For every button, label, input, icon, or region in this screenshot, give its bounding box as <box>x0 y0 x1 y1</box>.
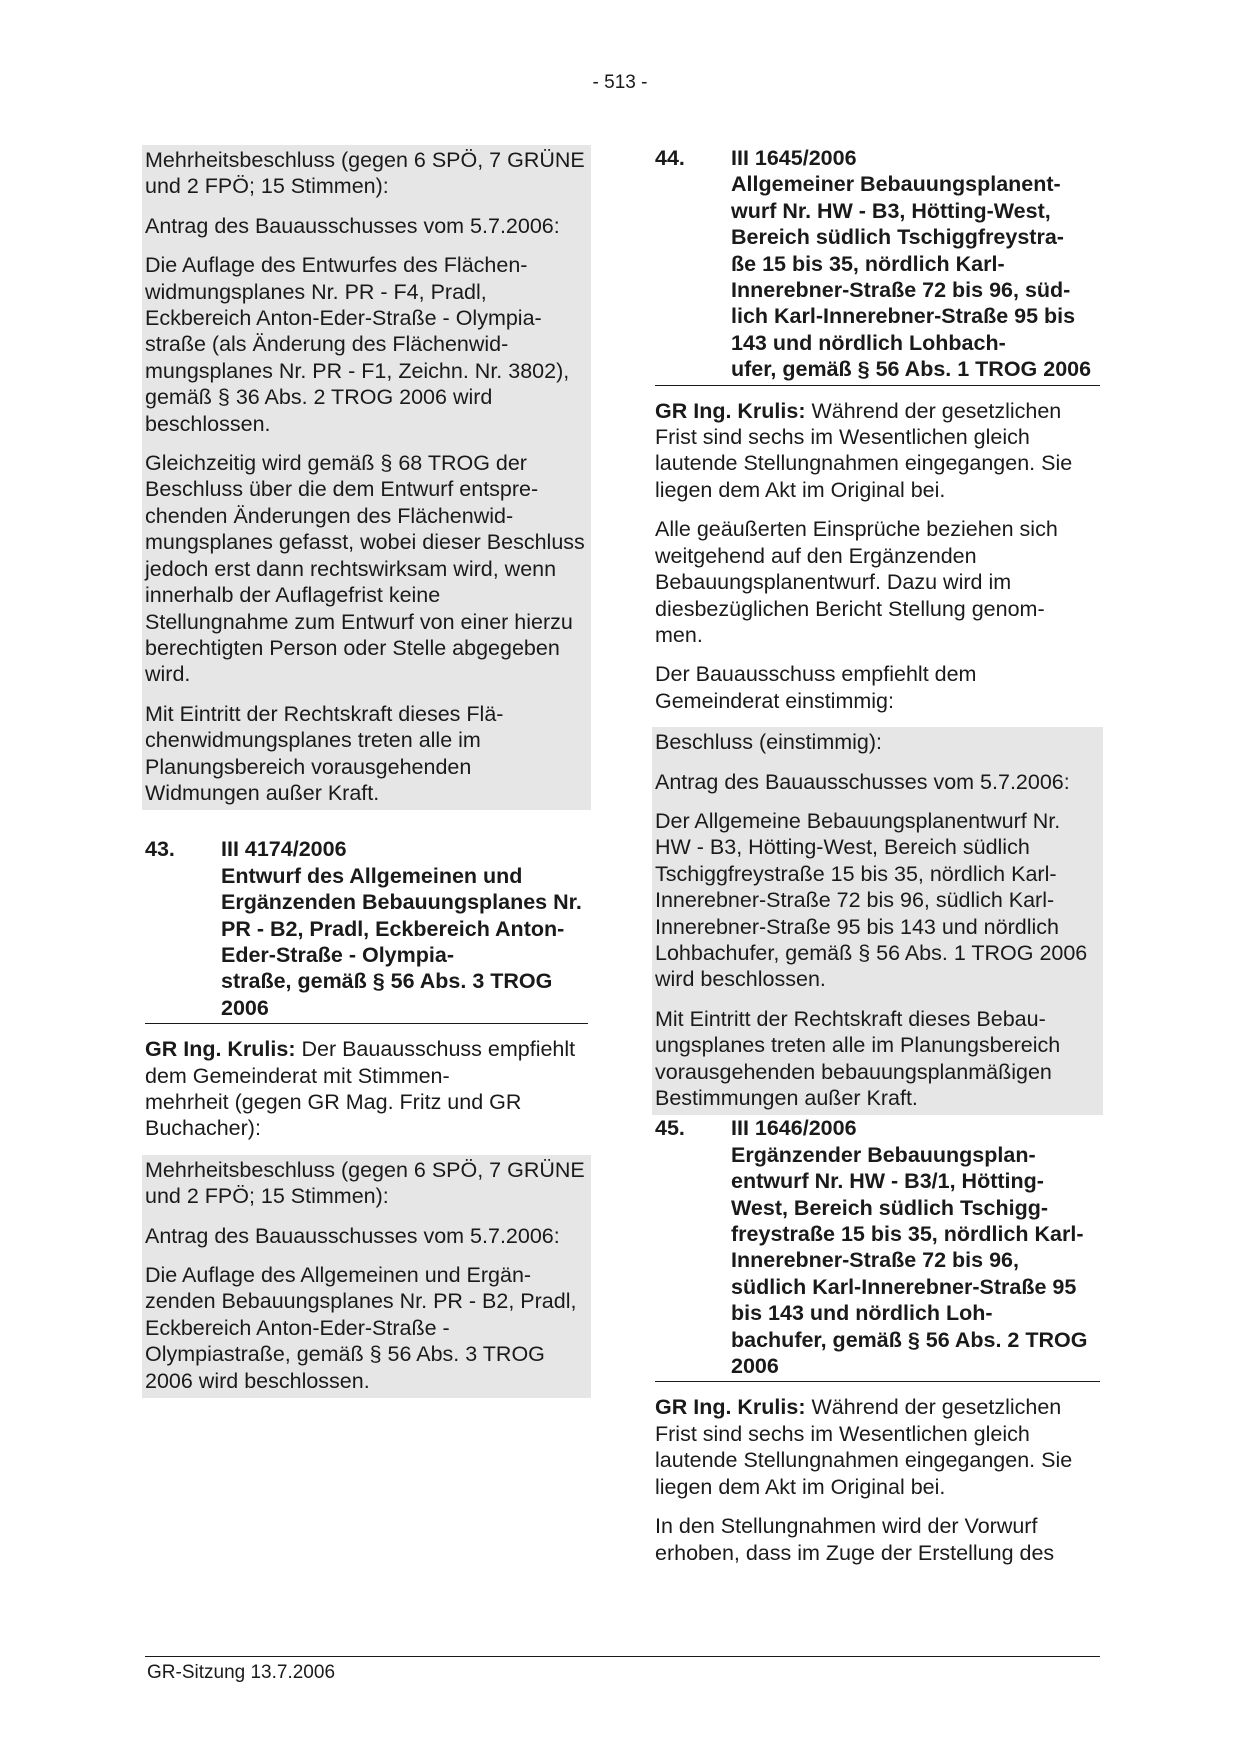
vote-result: Beschluss (einstimmig): <box>655 730 882 755</box>
decision-block-44 <box>652 727 1103 1115</box>
item-reference: III 1645/2006 <box>731 146 857 170</box>
speaker-paragraph <box>655 398 1100 504</box>
speaker-paragraph <box>655 1394 1100 1500</box>
left-column <box>145 145 588 1398</box>
item-reference: III 4174/2006 <box>221 837 347 862</box>
agenda-item-45 <box>655 1115 1100 1382</box>
item-title: Allgemeiner Bebauungsplanent- wurf Nr. HW - B3, Hötting-West, Bereich südlich Tschiggfreystra- ße 15 bis 35, nördlich Karl- Innerebner-Straße 72 bis 96, süd- lich Karl-Innerebner-Straße 95 bis 143 und nördlich Lohbach- ufer, gemäß § 56 Abs. 1 TROG 2006 <box>731 172 1092 382</box>
body-paragraph: In den Stellungnahmen wird der Vorwurf erhoben, dass im Zuge der Erstellung des <box>655 1514 1055 1565</box>
motion-text: Gleichzeitig wird gemäß § 68 TROG der Beschluss über die dem Entwurf entspre- chenden Änderungen des Flächenwid- mungsplanes gefasst, wobei dieser Beschluss jedoch erst dann rechtswirksam wird, wenn innerhalb der Auflagefrist keine Stellungnahme zum Entwurf von einer hierzu berechtigten Person oder Stelle abgegeben wird. <box>145 451 585 687</box>
motion-text: Die Auflage des Allgemeinen und Ergän- zenden Bebauungsplanes Nr. PR - B2, Pradl, Eckbereich Anton-Eder-Straße - Olympiastraße, gemäß § 56 Abs. 3 TROG 2006 wird beschlossen. <box>145 1263 577 1393</box>
motion-source: Antrag des Bauausschusses vom 5.7.2006: <box>145 213 560 238</box>
item-heading <box>221 836 588 1021</box>
speaker-name: GR Ing. Krulis: <box>655 1395 806 1420</box>
footer-session-date: GR-Sitzung 13.7.2006 <box>147 1662 336 1683</box>
vote-result: Mehrheitsbeschluss (gegen 6 SPÖ, 7 GRÜNE und 2 FPÖ; 15 Stimmen): <box>145 1157 585 1209</box>
speaker-paragraph <box>145 1036 588 1142</box>
motion-source: Antrag des Bauausschusses vom 5.7.2006: <box>655 769 1070 794</box>
item-number: 43. <box>145 837 175 862</box>
body-paragraph: Der Bauausschuss empfiehlt dem Gemeinderat einstimmig: <box>655 662 977 713</box>
motion-text: Der Allgemeine Bebauungsplanentwurf Nr. HW - B3, Hötting-West, Bereich südlich Tschiggfreystraße 15 bis 35, nördlich Karl-Innerebner-Straße 72 bis 96, südlich Karl-Innerebner-Straße 95 bis 143 und nördlich Lohbachufer, gemäß § 56 Abs. 1 TROG 2006 wird beschlossen. <box>655 808 1088 992</box>
speech-text: Der Bauausschuss empfiehlt dem Gemeinderat mit Stimmen- mehrheit (gegen GR Mag. Fritz und GR Buchacher): <box>145 1037 576 1141</box>
footer-divider <box>145 1656 1100 1657</box>
item-heading <box>731 1115 1100 1379</box>
speaker-name: GR Ing. Krulis: <box>145 1037 296 1062</box>
item-heading <box>731 145 1100 383</box>
item-number: 44. <box>655 146 685 170</box>
right-column <box>655 145 1100 1579</box>
decision-block-42 <box>142 145 591 810</box>
motion-text: Die Auflage des Entwurfes des Flächen- widmungsplanes Nr. PR - F4, Pradl, Eckbereich Anton-Eder-Straße - Olympia- straße (als Änderung des Flächenwid- mungsplanes Nr. PR - F1, Zeichn. Nr. 3802), gemäß § 36 Abs. 2 TROG 2006 wird beschlossen. <box>145 253 570 436</box>
motion-text: Mit Eintritt der Rechtskraft dieses Bebau- ungsplanes treten alle im Planungsbereich vorausgehenden bebauungsplanmäßigen Bestimmungen außer Kraft. <box>655 1006 1061 1110</box>
speech-text: Während der gesetzlichen Frist sind sechs im Wesentlichen gleich lautende Stellungnahmen eingegangen. Sie liegen dem Akt im Original bei. <box>655 1395 1073 1499</box>
decision-block-43 <box>142 1155 591 1398</box>
agenda-item-44 <box>655 145 1100 386</box>
agenda-item-43 <box>145 836 588 1024</box>
item-title: Entwurf des Allgemeinen und Ergänzenden Bebauungsplanes Nr. PR - B2, Pradl, Eckbereich Anton-Eder-Straße - Olympia- straße, gemäß § 56 Abs. 3 TROG 2006 <box>221 863 582 1020</box>
item-reference: III 1646/2006 <box>731 1116 857 1141</box>
motion-text: Mit Eintritt der Rechtskraft dieses Flä- chenwidmungsplanes treten alle im Planungsbereich vorausgehenden Widmungen außer Kraft. <box>145 701 504 805</box>
speaker-name: GR Ing. Krulis: <box>655 398 806 423</box>
body-paragraph: Alle geäußerten Einsprüche beziehen sich weitgehend auf den Ergänzenden Bebauungsplanentwurf. Dazu wird im diesbezüglichen Bericht Stellung genom- men. <box>655 517 1058 647</box>
speech-text: Während der gesetzlichen Frist sind sechs im Wesentlichen gleich lautende Stellungnahmen eingegangen. Sie liegen dem Akt im Original bei. <box>655 398 1073 502</box>
page-number: - 513 - <box>592 72 648 93</box>
motion-source: Antrag des Bauausschusses vom 5.7.2006: <box>145 1223 560 1248</box>
item-title: Ergänzender Bebauungsplan- entwurf Nr. HW - B3/1, Hötting- West, Bereich südlich Tschigg- freystraße 15 bis 35, nördlich Karl-Innerebner-Straße 72 bis 96, südlich Karl-Innerebner-Straße 95 bis 143 und nördlich Loh- bachufer, gemäß § 56 Abs. 2 TROG 2006 <box>731 1142 1088 1379</box>
vote-result: Mehrheitsbeschluss (gegen 6 SPÖ, 7 GRÜNE und 2 FPÖ; 15 Stimmen): <box>145 148 585 199</box>
item-number: 45. <box>655 1116 685 1141</box>
